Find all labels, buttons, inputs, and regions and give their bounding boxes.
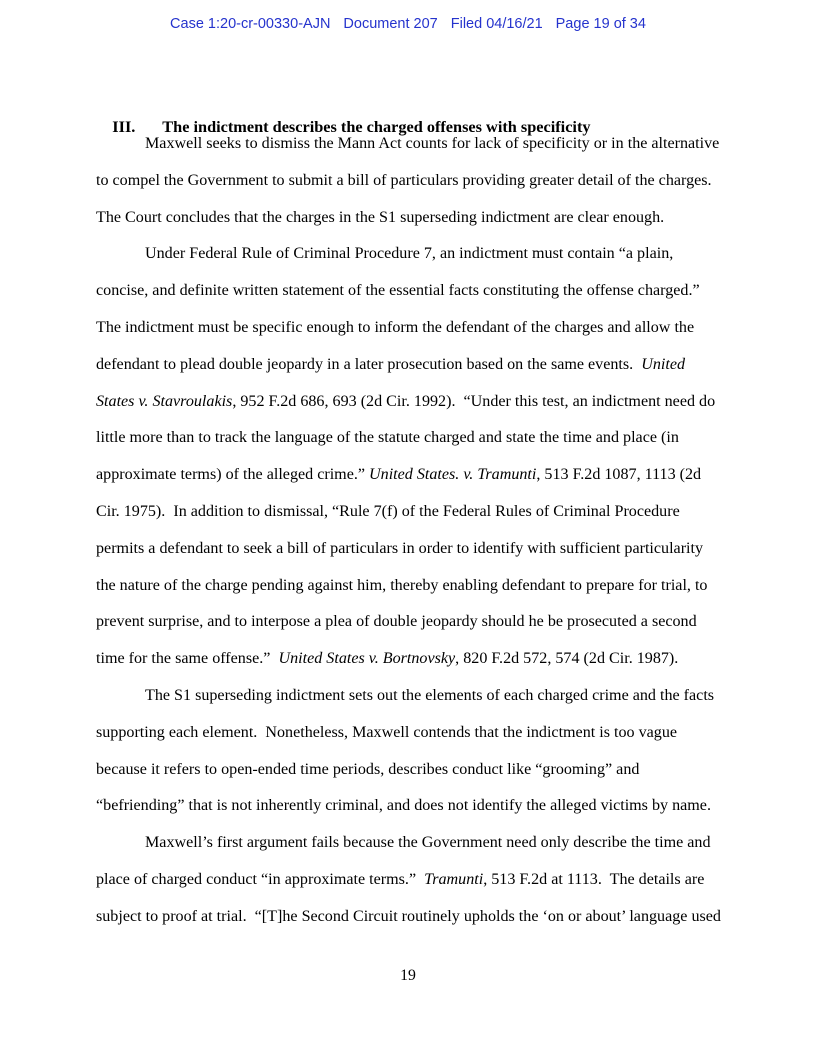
text-segment: the nature of the charge pending against him, thereby enabling defendant to prepare for trial, to: [96, 576, 708, 594]
body-line: [96, 862, 756, 899]
text-segment: defendant to plead double jeopardy in a later prosecution based on the same events.: [96, 355, 642, 373]
text-segment: The indictment must be specific enough to inform the defendant of the charges and allow the: [96, 318, 695, 336]
text-segment: , 513 F.2d at 1113. The details are: [483, 870, 705, 888]
stamp-case-number: Case 1:20-cr-00330-AJN: [170, 16, 331, 32]
text-segment: The Court concludes that the charges in the S1 superseding indictment are clear enough.: [96, 208, 665, 226]
text-segment: Maxwell’s first argument fails because the Government need only describe the time and: [145, 834, 711, 852]
text-segment: Cir. 1975). In addition to dismissal, “Rule 7(f) of the Federal Rules of Criminal Procedure: [96, 502, 680, 520]
stamp-page-count: Page 19 of 34: [555, 16, 646, 32]
body-line: [96, 752, 756, 789]
text-segment: because it refers to open-ended time periods, describes conduct like “grooming” and: [96, 760, 640, 778]
case-citation: States v. Stavroulakis: [96, 392, 233, 410]
body-line: [96, 457, 756, 494]
text-segment: approximate terms) of the alleged crime.”: [96, 466, 370, 484]
body-line: [96, 604, 756, 641]
text-segment: , 820 F.2d 572, 574 (2d Cir. 1987).: [455, 650, 679, 668]
case-citation: United States. v. Tramunti: [369, 466, 537, 484]
body-line: [96, 310, 756, 347]
text-segment: place of charged conduct “in approximate terms.”: [96, 870, 425, 888]
case-citation: United States v. Bortnovsky: [278, 650, 456, 668]
text-segment: prevent surprise, and to interpose a plea of double jeopardy should he be prosecuted a second: [96, 613, 697, 631]
text-segment: Under Federal Rule of Criminal Procedure 7, an indictment must contain “a plain,: [145, 245, 674, 263]
stamp-document-number: Document 207: [343, 16, 438, 32]
body-text: [96, 126, 756, 936]
text-segment: permits a defendant to seek a bill of particulars in order to identify with sufficient particularity: [96, 539, 704, 557]
case-citation: United: [641, 355, 686, 373]
section-title: The indictment describes the charged offenses with specificity: [162, 117, 591, 136]
text-segment: concise, and definite written statement of the essential facts constituting the offense charged.”: [96, 282, 700, 300]
text-segment: Maxwell seeks to dismiss the Mann Act counts for lack of specificity or in the alternative: [145, 135, 720, 152]
text-segment: “befriending” that is not inherently criminal, and does not identify the alleged victims by name.: [96, 797, 711, 815]
case-citation: Tramunti: [424, 870, 484, 888]
body-line: [96, 825, 756, 862]
stamp-filed-date: Filed 04/16/21: [450, 16, 543, 32]
text-segment: subject to proof at trial. “[T]he Second Circuit routinely upholds the ‘on or about’ language used: [96, 907, 721, 925]
text-segment: little more than to track the language of the statute charged and state the time and place (in: [96, 429, 679, 447]
text-segment: , 513 F.2d 1087, 1113 (2d: [536, 466, 702, 484]
body-line: [96, 420, 756, 457]
body-line: [96, 273, 756, 310]
text-segment: , 952 F.2d 686, 693 (2d Cir. 1992). “Under this test, an indictment need do: [232, 392, 716, 410]
body-line: [96, 236, 756, 273]
body-line: [96, 126, 756, 163]
body-line: [96, 494, 756, 531]
page-number: 19: [400, 967, 416, 984]
body-line: [96, 163, 756, 200]
text-segment: to compel the Government to submit a bill of particulars providing greater detail of the charges.: [96, 171, 712, 189]
body-line: [96, 715, 756, 752]
body-line: [96, 200, 756, 237]
section-number: III.: [112, 117, 136, 136]
body-line: [96, 899, 756, 936]
body-line: [96, 678, 756, 715]
body-line: [96, 347, 756, 384]
body-line: [96, 384, 756, 421]
text-segment: The S1 superseding indictment sets out the elements of each charged crime and the facts: [145, 686, 715, 704]
body-line: [96, 568, 756, 605]
body-line: [96, 641, 756, 678]
body-line: [96, 788, 756, 825]
body-line: [96, 531, 756, 568]
text-segment: time for the same offense.”: [96, 650, 279, 668]
text-segment: supporting each element. Nonetheless, Maxwell contends that the indictment is too vague: [96, 723, 678, 741]
cmecf-stamp: [0, 15, 816, 33]
